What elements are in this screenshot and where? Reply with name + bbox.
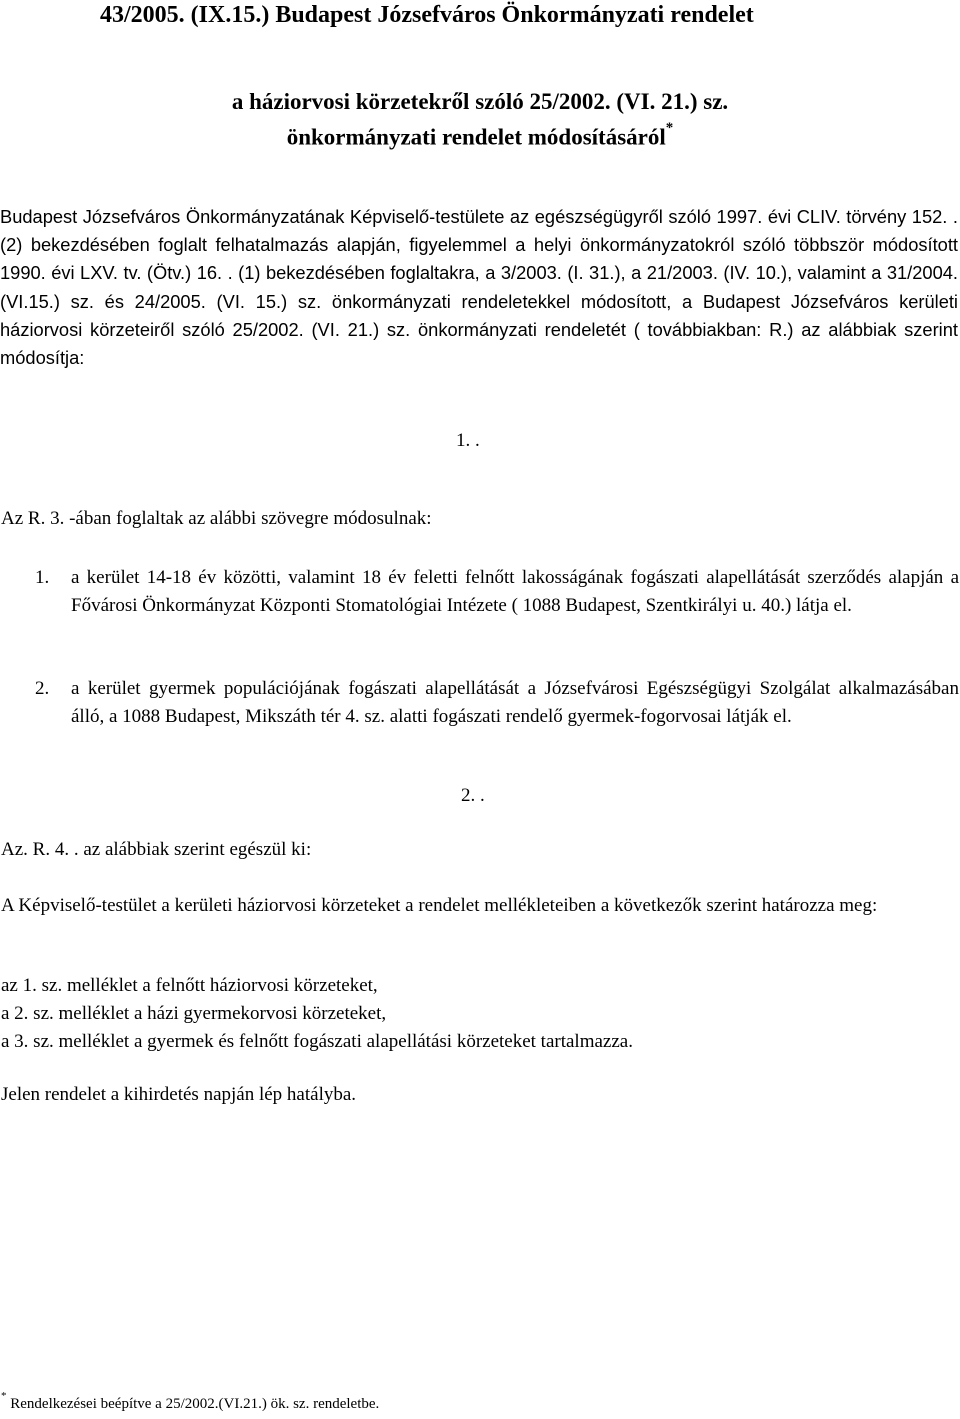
annex-list: [1, 972, 633, 1056]
preamble-paragraph: Budapest Józsefváros Önkormányzatának Képviselő-testülete az egészségügyről szóló 1997. évi CLIV. törvény 152. . (2) bekezdésében foglalt felhatalmazás alapján, figyelemmel a helyi önkormányzatokról szóló többször módosított 1990. évi LXV. tv. (Ötv.) 16. . (1) bekezdésében foglaltakra, a 3/2003. (I. 31.), a 21/2003. (IV. 10.), valamint a 31/2004. (VI.15.) sz. és 24/2005. (VI. 15.) sz. önkormányzati rendeletekkel módosított, a Budapest Józsefváros kerületi háziorvosi körzeteiről szóló 25/2002. (VI. 21.) sz. önkormányzati rendeletét ( továbbiakban: R.) az alábbiak szerint módosítja:: [0, 206, 958, 369]
document-subtitle-line2: [0, 120, 960, 151]
footnote: [1, 1390, 380, 1413]
footnote-text: Rendelkezései beépítve a 25/2002.(VI.21.) ök. sz. rendeletbe.: [6, 1396, 380, 1412]
annex-item: a 2. sz. melléklet a házi gyermekorvosi körzeteket,: [1, 1003, 387, 1024]
list-item: [0, 675, 959, 730]
footnote-mark: *: [1, 1390, 7, 1402]
closing-statement: Jelen rendelet a kihirdetés napján lép hatályba.: [1, 1084, 357, 1105]
section-1-heading: 1. .: [456, 430, 480, 451]
list-item-number: 2.: [35, 678, 50, 699]
document-title: 43/2005. (IX.15.) Budapest Józsefváros Önkormányzati rendelet: [100, 2, 754, 28]
section-2-paragraph: A Képviselő-testület a kerületi háziorvosi körzeteket a rendelet mellékleteiben a következők szerint határozza meg:: [1, 895, 878, 916]
document-subtitle-line1: a háziorvosi körzetekről szóló 25/2002. (VI. 21.) sz.: [231, 89, 729, 114]
list-item: [0, 564, 959, 619]
section-1-intro: Az R. 3. -ában foglaltak az alábbi szövegre módosulnak:: [1, 508, 432, 529]
annex-item: a 3. sz. melléklet a gyermek és felnőtt fogászati alapellátási körzeteket tartalmazza.: [1, 1031, 633, 1052]
list-item-number: 1.: [35, 567, 50, 588]
list-item-text: a kerület gyermek populációjának fogászati alapellátását a Józsefvárosi Egészségügyi Szolgálat alkalmazásában álló, a 1088 Budapest, Mikszáth tér 4. sz. alatti fogászati rendelő gyermek-fogorvosai látják el.: [71, 678, 959, 727]
list-item-text: a kerület 14-18 év közötti, valamint 18 év feletti felnőtt lakosságának fogászati alapellátását szerződés alapján a Fővárosi Önkormányzat Központi Stomatológiai Intézete ( 1088 Budapest, Szentkirályi u. 40.) látja el.: [71, 567, 959, 616]
annex-item: az 1. sz. melléklet a felnőtt háziorvosi körzeteket,: [1, 975, 378, 996]
footnote-reference: *: [665, 120, 674, 136]
section-2-intro: Az. R. 4. . az alábbiak szerint egészül ki:: [1, 839, 312, 860]
subtitle-text: önkormányzati rendelet módosításáról: [286, 124, 666, 150]
section-2-heading: 2. .: [461, 785, 485, 806]
